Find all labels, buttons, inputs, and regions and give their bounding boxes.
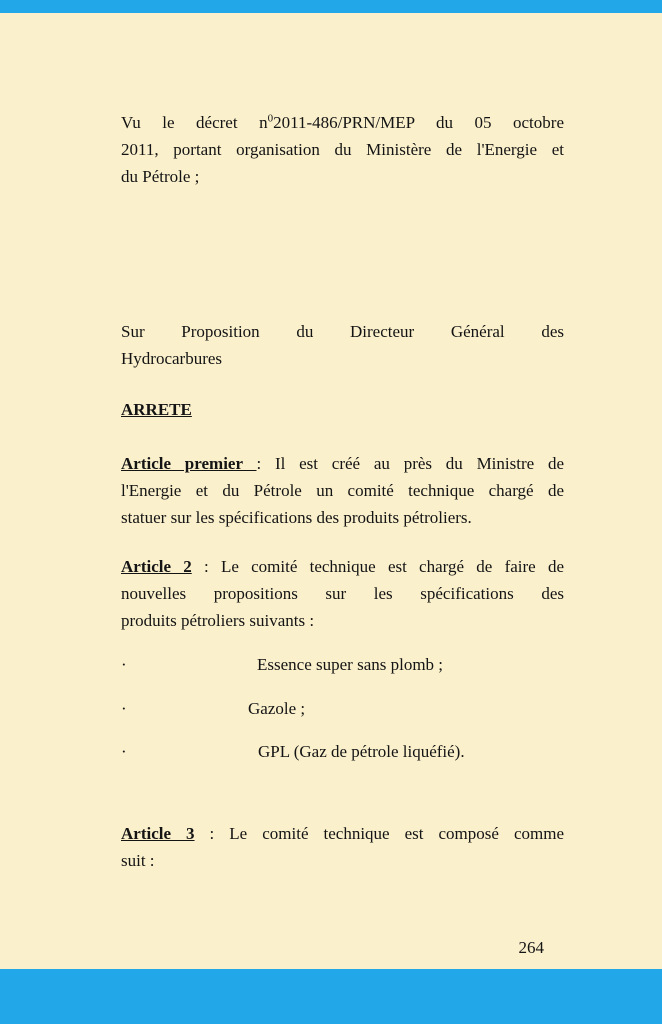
article-2-line2: nouvelles propositions sur les spécifications des	[121, 584, 564, 603]
article-3-line1-rest: : Le comité technique est composé comme	[194, 824, 564, 843]
article-premier-line1	[121, 450, 564, 477]
list-item-label: Essence super sans plomb ;	[257, 655, 444, 674]
list-item	[121, 651, 564, 678]
paragraph-article-premier	[121, 450, 564, 531]
article-3-line1	[121, 820, 564, 847]
heading-arrete-text: ARRETE	[121, 400, 192, 419]
article-3-line2: suit :	[121, 851, 155, 870]
paragraph-decree-line1	[121, 109, 564, 136]
document-body	[121, 13, 564, 961]
list-item	[121, 695, 564, 722]
bottom-blue-bar	[0, 969, 662, 1024]
article-premier-line1-rest: : Il est créé au près du Ministre de	[256, 454, 564, 473]
article-2-line3: produits pétroliers suivants :	[121, 611, 315, 630]
paragraph-decree-line2: 2011, portant organisation du Ministère de l'Energie et	[121, 140, 564, 159]
list-item	[121, 738, 564, 765]
bullet-dot: ·	[121, 699, 127, 718]
heading-arrete	[121, 396, 564, 423]
paragraph-decree	[121, 109, 564, 190]
article-premier-line2: l'Energie et du Pétrole un comité technique chargé de	[121, 481, 564, 500]
article-premier-label: Article premier	[121, 454, 257, 473]
bullet-dot: ·	[121, 655, 127, 674]
article-2-label: Article 2	[121, 557, 192, 576]
paragraph-proposition	[121, 318, 564, 372]
article-3-label: Article 3	[121, 824, 195, 843]
decree-line1-post: 2011-486/PRN/MEP du 05 octobre	[273, 113, 564, 132]
top-blue-bar	[0, 0, 662, 13]
list-item-label: GPL (Gaz de pétrole liquéfié).	[258, 742, 465, 761]
superscript-zero: 0	[267, 112, 274, 125]
bullet-dot: ·	[121, 742, 127, 761]
paragraph-proposition-line1: Sur Proposition du Directeur Général des	[121, 322, 564, 341]
paragraph-article-2	[121, 553, 564, 634]
decree-line1-pre: Vu le décret n	[121, 113, 268, 132]
paragraph-proposition-line2: Hydrocarbures	[121, 349, 223, 368]
article-premier-line3: statuer sur les spécifications des produits pétroliers.	[121, 508, 472, 527]
paragraph-article-3	[121, 820, 564, 874]
paragraph-decree-line3: du Pétrole ;	[121, 167, 200, 186]
article-2-line1-rest: : Le comité technique est chargé de faire de	[191, 557, 564, 576]
article-2-line1	[121, 553, 564, 580]
page-number: 264	[518, 938, 544, 957]
list-item-label: Gazole ;	[248, 699, 306, 718]
